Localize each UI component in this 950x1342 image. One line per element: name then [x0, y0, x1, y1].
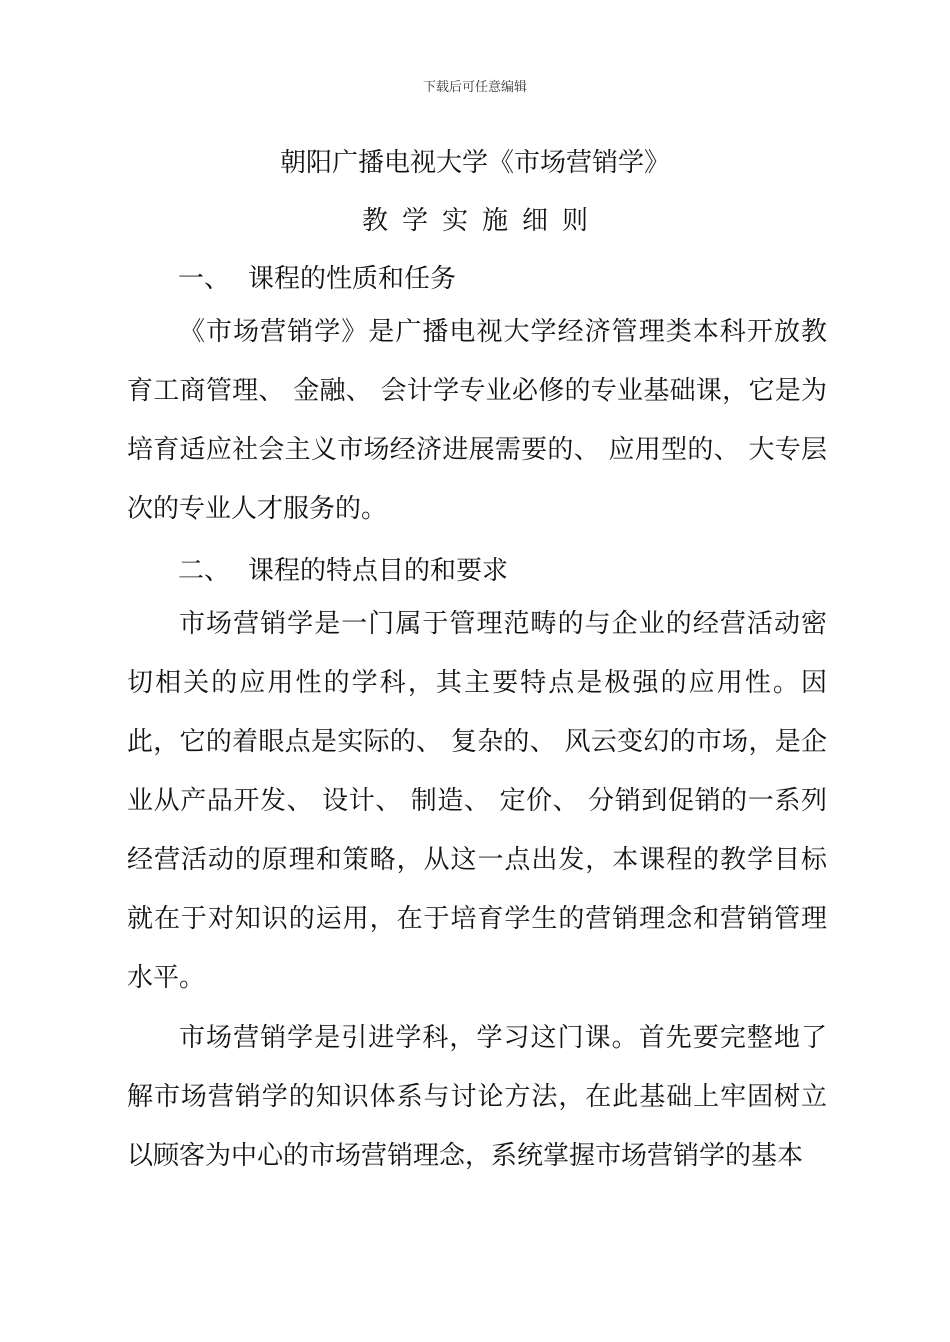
section-number: 二、: [178, 556, 231, 586]
paragraph: 市场营销学是一门属于管理范畴的与企业的经营活动密切相关的应用性的学科，其主要特点是极强的应用性。因此，它的着眼点是实际的、 复杂的、 风云变幻的市场，是企业从产品开发、 设计、 制造、 定价、 分销到促销的一系列经营活动的原理和策略，从这一点出发，本课程的教学目标就在于对知识的运用，在于培育学生的营销理念和营销管理水平。: [127, 609, 827, 993]
section-heading-1: [178, 258, 456, 295]
section-heading-2: [178, 550, 508, 587]
paragraph: 《市场营销学》是广播电视大学经济管理类本科开放教育工商管理、 金融、 会计学专业必修的专业基础课，它是为培育适应社会主义市场经济进展需要的、 应用型的、 大专层次的专业人才服务的。: [127, 317, 827, 524]
document-title: 朝阳广播电视大学《市场营销学》: [279, 148, 670, 178]
document-subtitle: 教学实施细则: [361, 206, 602, 236]
paragraph: 市场营销学是引进学科，学习这门课。首先要完整地了解市场营销学的知识体系与讨论方法，在此基础上牢固树立以顾客为中心的市场营销理念，系统掌握市场营销学的基本: [127, 1023, 827, 1171]
header-note: 下载后可任意编辑: [422, 80, 527, 95]
section-number: 一、: [178, 264, 231, 294]
section-title: 课程的特点目的和要求: [248, 556, 509, 586]
section-title: 课程的性质和任务: [248, 264, 457, 294]
